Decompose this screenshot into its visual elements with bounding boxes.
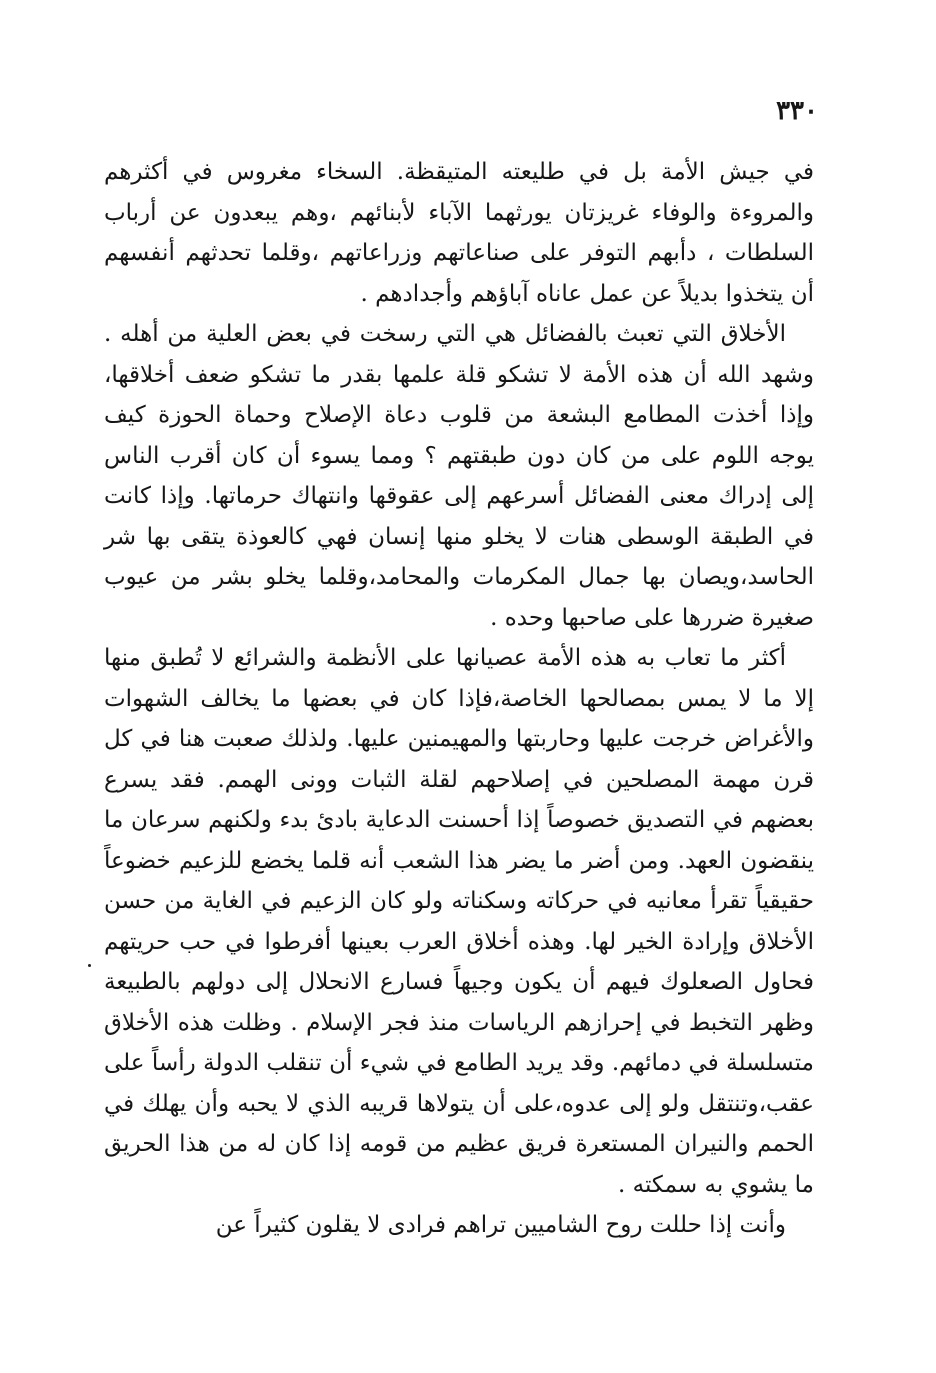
paragraph-1: في جيش الأمة بل في طليعته المتيقظة. السخاء مغروس في أكثرهم والمروءة والوفاء غريزتان يورثهما الآباء لأبنائهم ،وهم يبعدون عن أرباب السلطات ، دأبهم التوفر على صناعاتهم وزراعاتهم ،وقلما تحدثهم أنفسهم أن يتخذوا بديلاً عن عمل عاناه آباؤهم وأجدادهم . xyxy=(104,159,814,307)
paragraph-2: الأخلاق التي تعبث بالفضائل هي التي رسخت في بعض العلية من أهله . وشهد الله أن هذه الأمة لا تشكو قلة علمها بقدر ما تشكو ضعف أخلاقها، وإذا أخذت المطامع البشعة من قلوب دعاة الإصلاح وحماة الحوزة كيف يوجه اللوم على من كان دون طبقتهم ؟ ومما يسوء أن كان أقرب الناس إلى إدراك معنى الفضائل أسرعهم إلى عقوقها وانتهاك حرماتها. وإذا كانت في الطبقة الوسطى هنات لا يخلو منها إنسان فهي كالعوذة يتقى بها شر الحاسد،ويصان بها جمال المكرمات والمحامد،وقلما يخلو بشر من عيوب صغيرة ضررها على صاحبها وحده . xyxy=(104,321,814,631)
body-text xyxy=(104,152,814,1246)
scan-speck xyxy=(88,964,91,967)
paragraph-3: أكثر ما تعاب به هذه الأمة عصيانها على الأنظمة والشرائع لا تُطبق منها إلا ما لا يمس بمصالحها الخاصة،فإذا كان في بعضها ما يخالف الشهوات والأغراض خرجت عليها وحاربتها والمهيمنين عليها. ولذلك صعبت هنا في كل قرن مهمة المصلحين في إصلاحهم لقلة الثبات وونى الهمم. فقد يسرع بعضهم في التصديق خصوصاً إذا أحسنت الدعاية بادئ بدء ولكنهم سرعان ما ينقضون العهد. ومن أضر ما يضر هذا الشعب أنه قلما يخضع للزعيم خضوعاً حقيقياً تقرأ معانيه في حركاته وسكناته ولو كان الزعيم في الغاية من حسن الأخلاق وإرادة الخير لها. وهذه أخلاق العرب بعينها أفرطوا في حب حريتهم فحاول الصعلوك فيهم أن يكون وجيهاً فسارع الانحلال إلى دولهم بالطبيعة وظهر التخبط في إحرازهم الرياسات منذ فجر الإسلام . وظلت هذه الأخلاق متسلسلة في دمائهم. وقد يريد الطامع في شيء أن تنقلب الدولة رأساً على عقب،وتنتقل ولو إلى عدوه،على أن يتولاها قريبه الذي لا يحبه وأن يهلك في الحمم والنيران المستعرة فريق عظيم من قومه إذا كان له من هذا الحريق ما يشوي به سمكته . xyxy=(104,645,814,1198)
paragraph-4: وأنت إذا حللت روح الشاميين تراهم فرادى لا يقلون كثيراً عن xyxy=(215,1212,786,1238)
page-number: ٣٣٠ xyxy=(776,96,818,126)
